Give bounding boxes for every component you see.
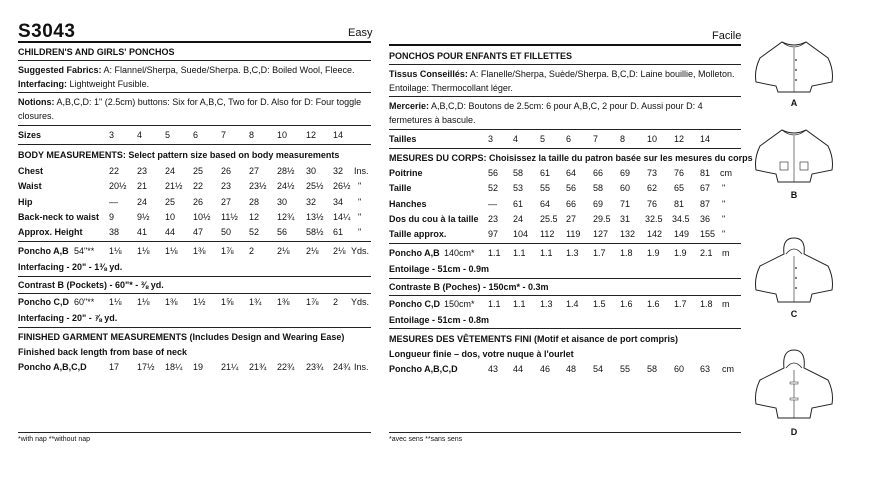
fabrics-fr bbox=[389, 69, 735, 79]
table-cell: 30 bbox=[306, 166, 317, 176]
view-label-b: B bbox=[790, 190, 798, 200]
table-cell: 71 bbox=[620, 199, 631, 209]
table-cell: — bbox=[488, 199, 497, 209]
table-cell: 60 bbox=[620, 183, 631, 193]
fabric-width: 60"** bbox=[74, 297, 95, 307]
table-cell: 24½ bbox=[277, 181, 295, 191]
table-cell: 1⅜ bbox=[165, 297, 178, 307]
divider bbox=[389, 432, 741, 433]
unit-cell: " bbox=[358, 181, 362, 191]
divider bbox=[18, 293, 371, 294]
fabrics-en bbox=[18, 65, 355, 75]
row-label: Waist bbox=[18, 181, 42, 191]
table-row bbox=[18, 297, 371, 309]
table-cell: 63 bbox=[700, 364, 711, 374]
divider bbox=[389, 129, 741, 130]
table-cell: 54 bbox=[593, 364, 604, 374]
sizes-label: Sizes bbox=[18, 130, 42, 140]
table-cell: 11½ bbox=[221, 212, 238, 222]
difficulty-level-en: Easy bbox=[348, 27, 373, 39]
table-row bbox=[18, 166, 371, 178]
notions-en bbox=[18, 97, 361, 107]
interfacing-en bbox=[18, 79, 149, 89]
table-cell: 1⅜ bbox=[193, 246, 206, 256]
contrast-b-fr: Contraste B (Poches) - 150cm* - 0.3m bbox=[389, 282, 549, 292]
row-label: Poncho A,B,C,D bbox=[389, 364, 458, 374]
table-cell: 23½ bbox=[249, 181, 267, 191]
size-cell: 6 bbox=[193, 130, 199, 140]
table-cell: 53 bbox=[513, 183, 524, 193]
table-cell: 10 bbox=[165, 212, 176, 222]
table-row bbox=[389, 168, 741, 180]
table-cell: 64 bbox=[566, 168, 577, 178]
table-cell: 73 bbox=[647, 168, 658, 178]
unit-cell: m bbox=[722, 299, 730, 309]
table-cell: 34.5 bbox=[672, 214, 690, 224]
row-label: Poncho A,B bbox=[18, 246, 69, 256]
table-row bbox=[389, 229, 741, 241]
table-cell: 26½ bbox=[333, 181, 351, 191]
finished-subtitle-fr: Longueur finie – dos, votre nuque à l'ourlet bbox=[389, 349, 574, 359]
table-cell: 58 bbox=[593, 183, 604, 193]
table-cell: 81 bbox=[674, 199, 685, 209]
table-cell: 10½ bbox=[193, 212, 211, 222]
table-cell: 46 bbox=[540, 364, 551, 374]
notions-line2-en: closures. bbox=[18, 111, 55, 121]
table-row bbox=[18, 212, 371, 224]
table-cell: 23 bbox=[137, 166, 148, 176]
table-cell: 1.1 bbox=[488, 248, 501, 258]
table-cell: 61 bbox=[333, 227, 344, 237]
interfacing-ab-en: Interfacing - 20" - 1⅜ yd. bbox=[18, 262, 123, 272]
table-cell: 112 bbox=[540, 229, 555, 239]
table-cell: 60 bbox=[674, 364, 685, 374]
table-cell: 1.1 bbox=[488, 299, 501, 309]
table-cell: 58½ bbox=[306, 227, 324, 237]
table-cell: 41 bbox=[137, 227, 148, 237]
interfacing-cd-en: Interfacing - 20" - ⅞ yd. bbox=[18, 313, 118, 323]
table-cell: 48 bbox=[566, 364, 577, 374]
table-cell: 32 bbox=[306, 197, 317, 207]
row-label: Approx. Height bbox=[18, 227, 83, 237]
table-cell: 127 bbox=[593, 229, 609, 239]
size-cell: 5 bbox=[165, 130, 171, 140]
table-cell: 58 bbox=[513, 168, 524, 178]
row-label: Taille approx. bbox=[389, 229, 447, 239]
table-cell: 17 bbox=[109, 362, 120, 372]
size-cell: 6 bbox=[566, 134, 572, 144]
divider bbox=[389, 278, 741, 279]
unit-cell: " bbox=[722, 199, 726, 209]
table-cell: 18¼ bbox=[165, 362, 183, 372]
row-label: Poncho C,D bbox=[389, 299, 440, 309]
notions-label: Notions: bbox=[18, 97, 55, 107]
notions-line2-fr: fermetures à bascule. bbox=[389, 115, 476, 125]
divider bbox=[389, 328, 741, 329]
table-cell: 1.6 bbox=[647, 299, 660, 309]
divider bbox=[18, 432, 371, 433]
size-cell: 4 bbox=[137, 130, 143, 140]
table-cell: 21½ bbox=[165, 181, 183, 191]
unit-cell: " bbox=[358, 227, 362, 237]
table-cell: 66 bbox=[566, 199, 577, 209]
poncho-view-d-illustration bbox=[752, 348, 836, 424]
size-cell: 10 bbox=[277, 130, 288, 140]
body-measurements-title-fr: MESURES DU CORPS: Choisissez la taille du patron basée sur les mesures du corps bbox=[389, 153, 753, 163]
finished-title-fr: MESURES DES VÊTEMENTS FINI (Motif et aisance de port compris) bbox=[389, 334, 679, 344]
table-cell: 24 bbox=[137, 197, 148, 207]
divider bbox=[389, 148, 741, 149]
sizes-row-en bbox=[18, 130, 371, 142]
table-cell: 1⅞ bbox=[306, 297, 319, 307]
table-cell: 2.1 bbox=[700, 248, 713, 258]
unit-cell: cm bbox=[720, 168, 732, 178]
poncho-view-c-illustration bbox=[752, 236, 836, 308]
row-label: Dos du cou à la taille bbox=[389, 214, 479, 224]
fabrics-text: A: Flannel/Sherpa, Suede/Sherpa. B,C,D: Boiled Wool, Fleece. bbox=[103, 65, 355, 75]
notions-line1: A,B,C,D: 1" (2.5cm) buttons: Six for A,B,C, Two for D. Also for D: Four toggle bbox=[56, 97, 362, 107]
row-label: Hip bbox=[18, 197, 33, 207]
divider bbox=[18, 241, 371, 242]
table-cell: 1⅛ bbox=[137, 246, 150, 256]
pattern-number: S3043 bbox=[18, 21, 76, 42]
table-cell: 43 bbox=[488, 364, 499, 374]
table-cell: 19 bbox=[193, 362, 204, 372]
table-cell: 56 bbox=[488, 168, 499, 178]
table-cell: 30 bbox=[277, 197, 288, 207]
table-cell: 1¾ bbox=[249, 297, 262, 307]
table-cell: 56 bbox=[566, 183, 577, 193]
row-label: Hanches bbox=[389, 199, 427, 209]
table-cell: 1.7 bbox=[593, 248, 606, 258]
size-cell: 14 bbox=[700, 134, 711, 144]
unit-cell: Yds. bbox=[351, 246, 370, 256]
interfacing-fr: Entoilage: Thermocollant léger. bbox=[389, 83, 513, 93]
divider bbox=[389, 243, 741, 244]
table-cell: 1.8 bbox=[620, 248, 633, 258]
table-cell: 14¼ bbox=[333, 212, 351, 222]
table-cell: 25 bbox=[165, 197, 176, 207]
table-cell: 66 bbox=[593, 168, 604, 178]
table-cell: 132 bbox=[620, 229, 636, 239]
table-cell: 29.5 bbox=[593, 214, 611, 224]
fabrics-text: A: Flanelle/Sherpa, Suède/Sherpa. B,C,D: Laine bouillie, Molleton. bbox=[469, 69, 735, 79]
size-cell: 8 bbox=[620, 134, 626, 144]
table-cell: 23 bbox=[221, 181, 232, 191]
sizes-label: Tailles bbox=[389, 134, 417, 144]
table-cell: 9½ bbox=[137, 212, 150, 222]
table-cell: 87 bbox=[700, 199, 711, 209]
table-cell: 155 bbox=[700, 229, 716, 239]
poncho-view-a-illustration bbox=[752, 38, 836, 98]
table-cell: 69 bbox=[593, 199, 604, 209]
table-cell: 28½ bbox=[277, 166, 295, 176]
table-cell: 56 bbox=[277, 227, 288, 237]
table-cell: 1.1 bbox=[513, 248, 526, 258]
divider bbox=[389, 96, 741, 97]
table-cell: 1½ bbox=[193, 297, 206, 307]
table-cell: 1.6 bbox=[620, 299, 633, 309]
divider bbox=[18, 125, 371, 126]
table-cell: 1.7 bbox=[674, 299, 687, 309]
table-cell: 58 bbox=[647, 364, 658, 374]
size-cell: 12 bbox=[674, 134, 685, 144]
table-cell: 24¾ bbox=[333, 362, 351, 372]
unit-cell: " bbox=[358, 197, 362, 207]
divider bbox=[389, 295, 741, 296]
table-cell: 28 bbox=[249, 197, 260, 207]
table-cell: 76 bbox=[647, 199, 658, 209]
interfacing-ab-fr: Entoilage - 51cm - 0.9m bbox=[389, 264, 490, 274]
table-cell: 61 bbox=[540, 168, 551, 178]
unit-cell: " bbox=[722, 229, 726, 239]
notions-fr bbox=[389, 101, 703, 111]
table-cell: 36 bbox=[700, 214, 711, 224]
table-cell: 1.5 bbox=[593, 299, 606, 309]
table-cell: 17½ bbox=[137, 362, 155, 372]
table-cell: 69 bbox=[620, 168, 631, 178]
unit-cell: Ins. bbox=[354, 362, 369, 372]
table-cell: 13½ bbox=[306, 212, 324, 222]
table-row bbox=[389, 183, 741, 195]
table-cell: 1⅛ bbox=[109, 246, 122, 256]
divider bbox=[18, 60, 371, 61]
table-cell: 1⅛ bbox=[109, 297, 122, 307]
table-cell: 38 bbox=[109, 227, 120, 237]
table-cell: 2 bbox=[249, 246, 255, 256]
divider bbox=[18, 41, 371, 43]
table-row bbox=[18, 181, 371, 193]
table-cell: 76 bbox=[674, 168, 685, 178]
fabrics-label: Tissus Conseillés: bbox=[389, 69, 468, 79]
interfacing-text: Lightweight Fusible. bbox=[69, 79, 150, 89]
table-cell: 9 bbox=[109, 212, 115, 222]
unit-cell: " bbox=[722, 183, 726, 193]
table-cell: 12 bbox=[249, 212, 260, 222]
table-cell: 55 bbox=[620, 364, 631, 374]
view-label-d: D bbox=[790, 427, 798, 437]
unit-cell: Yds. bbox=[351, 297, 370, 307]
table-cell: 22 bbox=[193, 181, 204, 191]
divider bbox=[389, 44, 741, 46]
table-row bbox=[18, 362, 371, 374]
table-cell: 27 bbox=[249, 166, 260, 176]
contrast-b-en: Contrast B (Pockets) - 60"* - ⅜ yd. bbox=[18, 280, 164, 290]
table-cell: 20½ bbox=[109, 181, 127, 191]
table-cell: 1.3 bbox=[540, 299, 553, 309]
title-fr: PONCHOS POUR ENFANTS ET FILLETTES bbox=[389, 51, 573, 61]
table-row bbox=[18, 197, 371, 209]
unit-cell: m bbox=[722, 248, 730, 258]
row-label: Poitrine bbox=[389, 168, 423, 178]
table-row bbox=[18, 246, 371, 258]
table-cell: 23 bbox=[488, 214, 499, 224]
size-cell: 12 bbox=[306, 130, 317, 140]
table-cell: 50 bbox=[221, 227, 232, 237]
unit-cell: cm bbox=[722, 364, 734, 374]
table-cell: 2⅛ bbox=[333, 246, 346, 256]
table-cell: 27 bbox=[566, 214, 577, 224]
table-cell: 25.5 bbox=[540, 214, 558, 224]
table-cell: 104 bbox=[513, 229, 529, 239]
table-cell: 32.5 bbox=[645, 214, 663, 224]
view-label-a: A bbox=[790, 98, 798, 108]
fabric-width: 150cm* bbox=[444, 299, 475, 309]
table-cell: 81 bbox=[700, 168, 711, 178]
interfacing-cd-fr: Entoilage - 51cm - 0.8m bbox=[389, 315, 490, 325]
divider bbox=[389, 64, 741, 65]
table-cell: 1⅞ bbox=[221, 246, 234, 256]
table-cell: 21 bbox=[137, 181, 148, 191]
table-row bbox=[389, 199, 741, 211]
size-cell: 5 bbox=[540, 134, 546, 144]
fabric-width: 54"** bbox=[74, 246, 95, 256]
table-cell: 25 bbox=[193, 166, 204, 176]
table-cell: 23¾ bbox=[306, 362, 324, 372]
fabrics-label: Suggested Fabrics: bbox=[18, 65, 102, 75]
table-cell: 1⅜ bbox=[277, 297, 290, 307]
fabric-width: 140cm* bbox=[444, 248, 475, 258]
table-cell: 26 bbox=[193, 197, 204, 207]
footnote-fr: *avec sens **sans sens bbox=[389, 436, 463, 443]
sizes-row-fr bbox=[389, 134, 741, 146]
row-label: Taille bbox=[389, 183, 412, 193]
table-cell: 2⅛ bbox=[277, 246, 290, 256]
table-cell: 149 bbox=[674, 229, 690, 239]
table-cell: 1⅛ bbox=[137, 297, 150, 307]
finished-title-en: FINISHED GARMENT MEASUREMENTS (Includes Design and Wearing Ease) bbox=[18, 332, 345, 342]
row-label: Poncho C,D bbox=[18, 297, 69, 307]
row-label: Chest bbox=[18, 166, 44, 176]
table-cell: 1.3 bbox=[566, 248, 579, 258]
table-cell: 61 bbox=[513, 199, 524, 209]
table-cell: 1.1 bbox=[513, 299, 526, 309]
size-cell: 3 bbox=[488, 134, 494, 144]
table-cell: 34 bbox=[333, 197, 344, 207]
table-cell: 67 bbox=[700, 183, 711, 193]
table-cell: 2 bbox=[333, 297, 339, 307]
table-cell: 2⅛ bbox=[306, 246, 319, 256]
table-row bbox=[18, 227, 371, 239]
table-cell: 22¾ bbox=[277, 362, 295, 372]
table-cell: 47 bbox=[193, 227, 204, 237]
table-cell: 24 bbox=[165, 166, 176, 176]
table-cell: 52 bbox=[249, 227, 260, 237]
table-cell: 24 bbox=[513, 214, 524, 224]
table-cell: 25½ bbox=[306, 181, 324, 191]
table-cell: 62 bbox=[647, 183, 658, 193]
table-cell: — bbox=[109, 197, 118, 207]
table-cell: 52 bbox=[488, 183, 499, 193]
table-cell: 65 bbox=[674, 183, 685, 193]
table-cell: 1.1 bbox=[540, 248, 553, 258]
divider bbox=[18, 327, 371, 328]
table-cell: 27 bbox=[221, 197, 232, 207]
finished-subtitle-en: Finished back length from base of neck bbox=[18, 347, 188, 357]
table-cell: 1.8 bbox=[700, 299, 713, 309]
table-cell: 32 bbox=[333, 166, 344, 176]
table-cell: 26 bbox=[221, 166, 232, 176]
unit-cell: Ins. bbox=[354, 166, 369, 176]
body-measurements-title-en: BODY MEASUREMENTS: Select pattern size based on body measurements bbox=[18, 150, 340, 160]
notions-label: Mercerie: bbox=[389, 101, 430, 111]
interfacing-label: Interfacing: bbox=[18, 79, 68, 89]
table-cell: 12¾ bbox=[277, 212, 295, 222]
footnote-en: *with nap **without nap bbox=[18, 436, 90, 443]
table-cell: 55 bbox=[540, 183, 551, 193]
notions-line1: A,B,C,D: Boutons de 2.5cm: 6 pour A,B,C, 2 pour D. Aussi pour D: 4 bbox=[431, 101, 703, 111]
table-cell: 21¾ bbox=[249, 362, 267, 372]
divider bbox=[18, 92, 371, 93]
unit-cell: " bbox=[358, 212, 362, 222]
title-en: CHILDREN'S AND GIRLS' PONCHOS bbox=[18, 47, 175, 57]
divider bbox=[18, 276, 371, 277]
table-cell: 142 bbox=[647, 229, 663, 239]
table-cell: 64 bbox=[540, 199, 551, 209]
table-cell: 31 bbox=[620, 214, 631, 224]
size-cell: 14 bbox=[333, 130, 344, 140]
size-cell: 7 bbox=[221, 130, 227, 140]
table-row bbox=[389, 364, 741, 376]
table-row bbox=[389, 214, 741, 226]
table-cell: 1⅛ bbox=[165, 246, 178, 256]
divider bbox=[18, 144, 371, 145]
size-cell: 7 bbox=[593, 134, 599, 144]
row-label: Poncho A,B bbox=[389, 248, 440, 258]
table-row bbox=[389, 299, 741, 311]
poncho-view-b-illustration bbox=[752, 126, 836, 188]
size-cell: 10 bbox=[647, 134, 658, 144]
table-cell: 1.9 bbox=[674, 248, 687, 258]
view-label-c: C bbox=[790, 309, 798, 319]
table-row bbox=[389, 248, 741, 260]
table-cell: 1.4 bbox=[566, 299, 579, 309]
table-cell: 44 bbox=[513, 364, 524, 374]
table-cell: 44 bbox=[165, 227, 176, 237]
table-cell: 1.9 bbox=[647, 248, 660, 258]
size-cell: 3 bbox=[109, 130, 115, 140]
size-cell: 4 bbox=[513, 134, 519, 144]
unit-cell: " bbox=[722, 214, 726, 224]
table-cell: 21¼ bbox=[221, 362, 239, 372]
row-label: Poncho A,B,C,D bbox=[18, 362, 87, 372]
size-cell: 8 bbox=[249, 130, 255, 140]
table-cell: 1⅝ bbox=[221, 297, 234, 307]
table-cell: 97 bbox=[488, 229, 499, 239]
table-cell: 22 bbox=[109, 166, 120, 176]
table-cell: 119 bbox=[566, 229, 581, 239]
row-label: Back-neck to waist bbox=[18, 212, 100, 222]
difficulty-level-fr: Facile bbox=[712, 30, 742, 42]
